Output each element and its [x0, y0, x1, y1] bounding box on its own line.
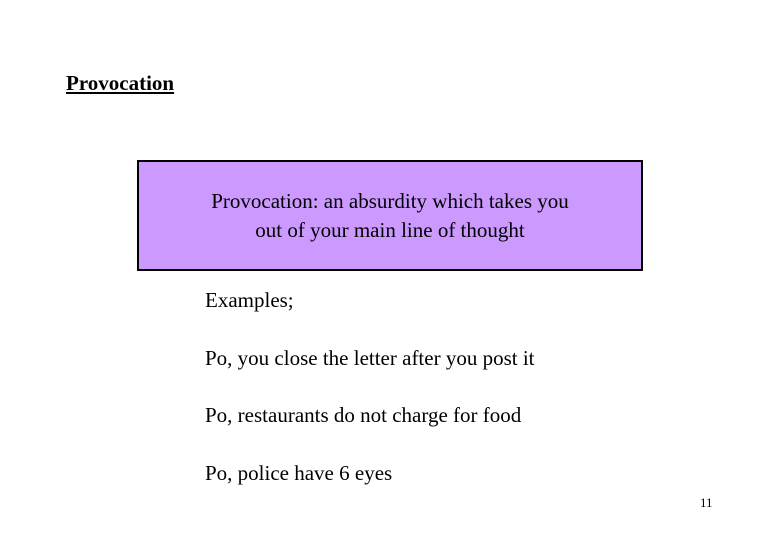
example-item-restaurants: Po, restaurants do not charge for food — [205, 403, 522, 427]
examples-list — [205, 287, 535, 517]
example-item-letter: Po, you close the letter after you post it — [205, 345, 535, 370]
definition-box — [137, 160, 643, 271]
definition-line-2: out of your main line of thought — [255, 217, 525, 242]
example-item-police: Po, police have 6 eyes — [205, 460, 393, 485]
examples-heading: Examples; — [205, 288, 294, 312]
page-number: 11 — [700, 495, 713, 510]
definition-line-1: Provocation: an absurdity which takes you — [211, 188, 569, 213]
slide-title: Provocation — [66, 71, 175, 95]
